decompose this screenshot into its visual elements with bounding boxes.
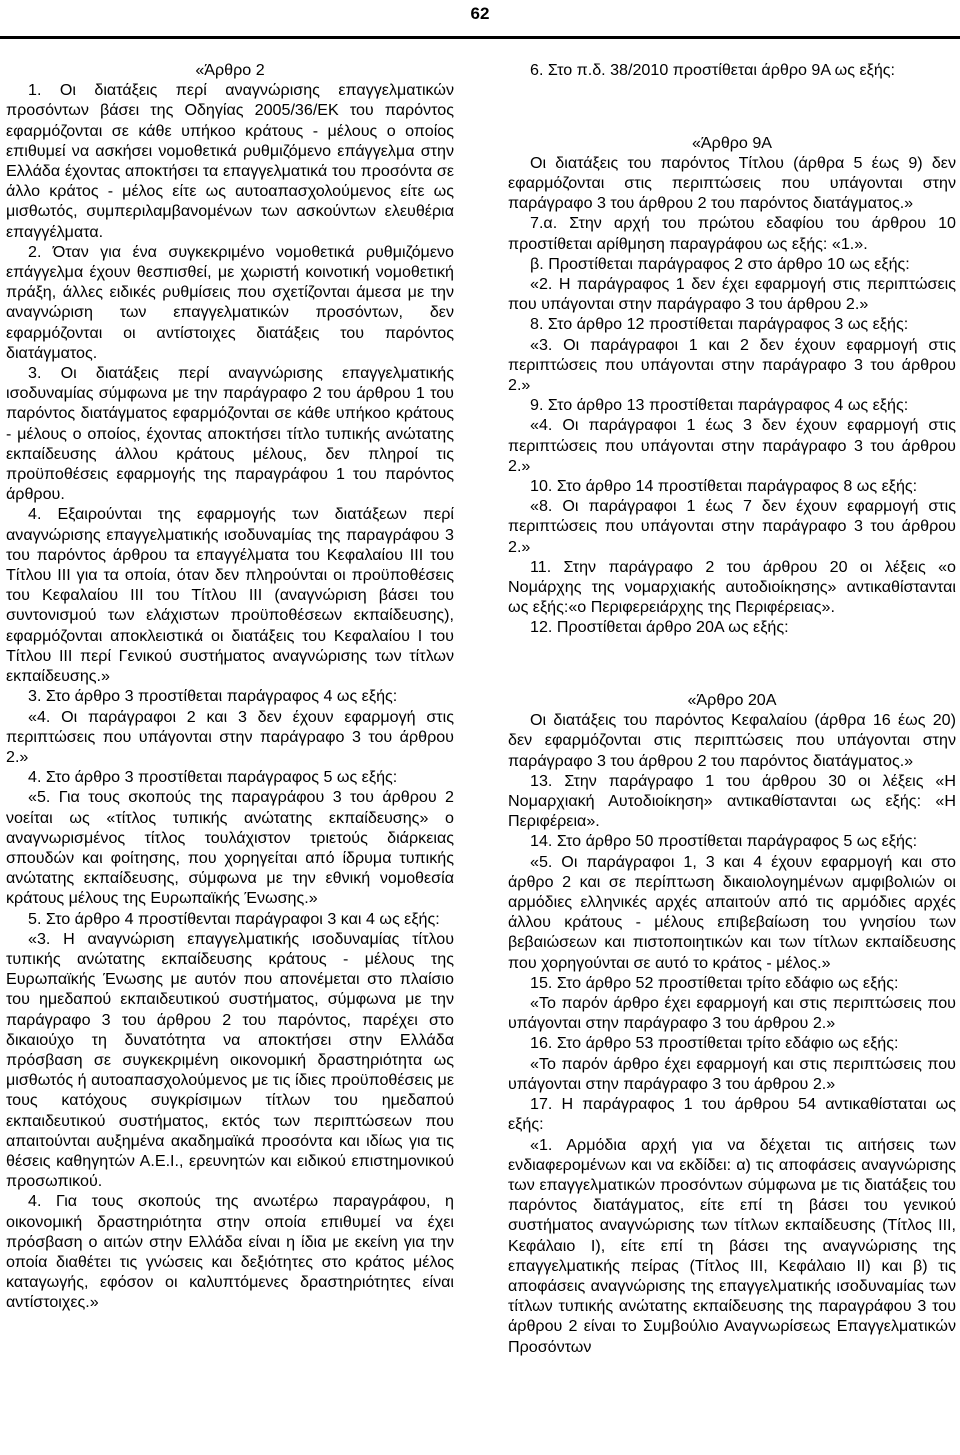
right-spacer	[508, 96, 956, 116]
right-paragraph: «4. Οι παράγραφοι 1 έως 3 δεν έχουν εφαρμογή στις περιπτώσεις που υπάγονται στην παράγραφο 3 του άρθρου 2.»	[508, 416, 956, 475]
right-paragraph: «Το παρόν άρθρο έχει εφαρμογή και στις περιπτώσεις που υπάγονται στην παράγραφο 3 του άρθρου 2.»	[508, 994, 956, 1033]
left-paragraph: 4. Για τους σκοπούς της ανωτέρω παραγράφου, η οικονομική δραστηριότητα στην οποία επιθυμεί να έχει πρόσβαση ο αιτών στην Ελλάδα είναι η ίδια με εκείνη για την οποία διαθέτει τις γνώσεις και δεξιότητες στο κράτος μέλος καταγωγής, εφόσον οι καλυπτόμενες δραστηριότητες είναι αντίστοιχες.»	[6, 1192, 454, 1312]
left-paragraph: 4. Εξαιρούνται της εφαρμογής των διατάξεων περί αναγνώρισης επαγγελματικής ισοδυναμίας της παραγράφου 3 του παρόντος άρθρου τα επαγγέλματα του Κεφαλαίου ΙΙΙ του Τίτλου ΙΙΙ για τα οποία, όταν δεν πληρούνται οι προϋποθέσεις του Κεφαλαίου ΙΙΙ του Τίτλου ΙΙΙ (αναγνώριση βάσει του συντονισμού των ελάχιστων προϋποθέσεων εκπαίδευσης), εφαρμόζονται αποκλειστικά οι διατάξεις του Κεφαλαίου Ι του Τίτλου ΙΙΙ περί Γενικού συστήματος αναγνώρισης των τίτλων εκπαίδευσης.»	[6, 505, 454, 686]
right-paragraph: 6. Στο π.δ. 38/2010 προστίθεται άρθρο 9Α ως εξής:	[530, 61, 896, 79]
left-paragraph: 4. Στο άρθρο 3 προστίθεται παράγραφος 5 ως εξής:	[28, 768, 398, 787]
right-paragraph: 11. Στην παράγραφο 2 του άρθρου 20 οι λέξεις «ο Νομάρχης της νομαρχιακής αυτοδιοίκησης» αντικαθίστανται ως εξής:«ο Περιφερειάρχης της Περιφέρειας».	[508, 557, 956, 617]
right-article-heading: «Άρθρο 9Α	[691, 133, 773, 152]
right-column	[508, 60, 956, 1357]
right-paragraph: 14. Στο άρθρο 50 προστίθεται παράγραφος 5 ως εξής:	[530, 832, 918, 851]
left-paragraph: 5. Στο άρθρο 4 προστίθενται παράγραφοι 3 και 4 ως εξής:	[28, 909, 440, 928]
right-paragraph: 13. Στην παράγραφο 1 του άρθρου 30 οι λέξεις «Η Νομαρχιακή Αυτοδιοίκηση» αντικαθίστανται ως εξής: «Η Περιφέρεια».	[508, 771, 956, 831]
left-paragraph: «4. Οι παράγραφοι 2 και 3 δεν έχουν εφαρμογή στις περιπτώσεις που υπάγονται στην παράγραφο 3 του άρθρου 2.»	[6, 707, 454, 766]
right-paragraph: Οι διατάξεις του παρόντος Κεφαλαίου (άρθρα 16 έως 20) δεν εφαρμόζονται στις περιπτώσεις που υπάγονται στην παράγραφο 3 του άρθρου 2 του παρόντος διατάγματος.»	[508, 711, 956, 770]
right-paragraph: 10. Στο άρθρο 14 προστίθεται παράγραφος 8 ως εξής:	[530, 477, 918, 496]
right-paragraph: 17. Η παράγραφος 1 του άρθρου 54 αντικαθίσταται ως εξής:	[508, 1095, 956, 1134]
right-paragraph: «Το παρόν άρθρο έχει εφαρμογή και στις περιπτώσεις που υπάγονται στην παράγραφο 3 του άρθρου 2.»	[508, 1054, 956, 1093]
left-paragraph: «5. Για τους σκοπούς της παραγράφου 3 του άρθρου 2 νοείται ως «τίτλος τυπικής ανώτατης εκπαίδευσης» ο αναγνωρισμένος τίτλος τουλάχιστον τριετούς διάρκειας σπουδών και φοίτησης, που χορηγείται από ίδρυμα τυπικής ανώτατης εκπαίδευσης, σύμφωνα με την εθνική νομοθεσία κράτους μέλους της Ευρωπαϊκής Ένωσης.»	[6, 788, 454, 908]
left-paragraph: 2. Όταν για ένα συγκεκριμένο νομοθετικά ρυθμιζόμενο επάγγελμα έχουν θεσπισθεί, με χωριστή κοινοτική νομοθετική πράξη, άλλες ειδικές ρυθμίσεις που σχετίζονται άμεσα με την αναγνώριση των επαγγελματικών προσόντων, δεν εφαρμόζονται οι αντίστοιχες διατάξεις του παρόντος διατάγματος.	[6, 242, 454, 362]
left-paragraph: 3. Οι διατάξεις περί αναγνώρισης επαγγελματικής ισοδυναμίας σύμφωνα με την παράγραφο 2 του άρθρου 1 του παρόντος διατάγματος εφαρμόζονται σε κάθε υπήκοο κράτους - μέλους ο οποίος, έχοντας αποκτήσει τίτλο τυπικής ανώτατης εκπαίδευσης άλλου κράτους μέλους, δεν πληροί τις προϋποθέσεις εφαρμογής της παραγράφου 1 του παρόντος άρθρου.	[6, 364, 454, 504]
right-paragraph: «1. Αρμόδια αρχή για να δέχεται τις αιτήσεις των ενδιαφερομένων και να εκδίδει: α) τις αποφάσεις αναγνώρισης των επαγγελματικών προσόντων σύμφωνα με τις διατάξεις του παρόντος διατάγματος, είτε επί τη βάσει του γενικού συστήματος αναγνώρισης των τίτλων εκπαίδευσης (Τίτλος ΙΙΙ, Κεφάλαιο Ι), είτε επί τη βάσει της αναγνώρισης της επαγγελματικής πείρας (Τίτλος ΙΙΙ, Κεφάλαιο ΙΙ) και β) τις αποφάσεις αναγνώρισης της επαγγελματικής ισοδυναμίας των τίτλων τυπικής ανώτατης εκπαίδευσης της παραγράφου 3 του άρθρου 2 είναι το Συμβούλιο Αναγνωρίσεως Επαγγελματικών Προσόντων	[508, 1135, 956, 1356]
right-paragraph: 8. Στο άρθρο 12 προστίθεται παράγραφος 3 ως εξής:	[530, 315, 909, 334]
right-paragraph: 9. Στο άρθρο 13 προστίθεται παράγραφος 4 ως εξής:	[530, 396, 909, 415]
left-paragraph: «3. Η αναγνώριση επαγγελματικής ισοδυναμίας τίτλου τυπικής ανώτατης εκπαίδευσης κράτους - μέλους της Ευρωπαϊκής Ένωσης με αυτόν που απονέμεται στο πλαίσιο του ημεδαπού εκπαιδευτικού συστήματος, σύμφωνα με την παράγραφο 3 του άρθρου 2 του παρόντος, παρέχει στο δικαιούχο τη δυνατότητα να αποκτήσει στην Ελλάδα πρόσβαση σε συγκεκριμένη οικονομική δραστηριότητα ως μισθωτός ή αυτοαπασχολούμενος με τις ίδιες προϋποθέσεις με τους κατόχους συγκρίσιμων τίτλων του ημεδαπού εκπαιδευτικού συστήματος, εκτός των περιπτώσεων που απαιτούνται αυξημένα ακαδημαϊκά προσόντα και ιδίως για τις θέσεις καθηγητών Α.Ε.Ι., ερευνητών και ειδικού επιστημονικού προσωπικού.	[6, 929, 454, 1191]
right-paragraph: 12. Προστίθεται άρθρο 20Α ως εξής:	[530, 618, 789, 637]
right-paragraph: 7.α. Στην αρχή του πρώτου εδαφίου του άρθρου 10 προστίθεται αρίθμηση παραγράφου ως εξής: «1.».	[508, 214, 956, 253]
right-article-heading: «Άρθρο 20Α	[687, 691, 777, 710]
header-rule	[0, 36, 960, 39]
right-paragraph: Οι διατάξεις του παρόντος Τίτλου (άρθρα 5 έως 9) δεν εφαρμόζονται στις περιπτώσεις που υπάγονται στην παράγραφο 3 του άρθρου 2 του παρόντος διατάγματος.»	[508, 153, 956, 213]
right-paragraph: «2. Η παράγραφος 1 δεν έχει εφαρμογή στις περιπτώσεις που υπάγονται στην παράγραφο 3 του άρθρου 2.»	[508, 275, 956, 314]
left-paragraph: 1. Οι διατάξεις περί αναγνώρισης επαγγελματικών προσόντων βάσει της Οδηγίας 2005/36/ΕΚ του παρόντος εφαρμόζονται σε κάθε υπήκοο κράτους - μέλους ο οποίος επιθυμεί να ασκήσει νομοθετικά ρυθμιζόμενο επάγγελμα στην Ελλάδα έχοντας αποκτήσει τα επαγγελματικά του προσόντα σε άλλο κράτος - μέλος είτε ως αυτοαπασχολούμενος είτε ως μισθωτός, συμπεριλαμβανομένων των ασκούντων ελευθέρια επαγγέλματα.	[6, 81, 454, 241]
right-paragraph: «3. Οι παράγραφοι 1 και 2 δεν έχουν εφαρμογή στις περιπτώσεις που υπάγονται στην παράγραφο 3 του άρθρου 2.»	[508, 335, 956, 395]
right-paragraph: «8. Οι παράγραφοι 1 έως 7 δεν έχουν εφαρμογή στις περιπτώσεις που υπάγονται στην παράγραφο 3 του άρθρου 2.»	[508, 497, 956, 556]
left-article-heading: «Άρθρο 2	[195, 61, 265, 79]
page-number: 62	[470, 4, 490, 23]
right-paragraph: «5. Οι παράγραφοι 1, 3 και 4 έχουν εφαρμογή και στο άρθρο 2 και σε περίπτωση δικαιολογημένων αμφιβολιών οι αρμόδιες ελληνικές αρχές απαιτούν από τις αρμόδιες αρχές άλλου κράτους - μέλους επιβεβαίωση του γνησίου των βεβαιώσεων και πιστοποιητικών και των τίτλων εκπαίδευσης που χορηγούνται σε αυτό το κράτος - μέλος.»	[508, 852, 956, 972]
right-spacer	[508, 654, 956, 674]
left-column	[6, 60, 454, 1313]
left-paragraph: 3. Στο άρθρο 3 προστίθεται παράγραφος 4 ως εξής:	[28, 687, 398, 706]
right-paragraph: 16. Στο άρθρο 53 προστίθεται τρίτο εδάφιο ως εξής:	[530, 1034, 899, 1053]
right-paragraph: β. Προστίθεται παράγραφος 2 στο άρθρο 10 ως εξής:	[530, 254, 910, 273]
right-paragraph: 15. Στο άρθρο 52 προστίθεται τρίτο εδάφιο ως εξής:	[530, 973, 899, 992]
